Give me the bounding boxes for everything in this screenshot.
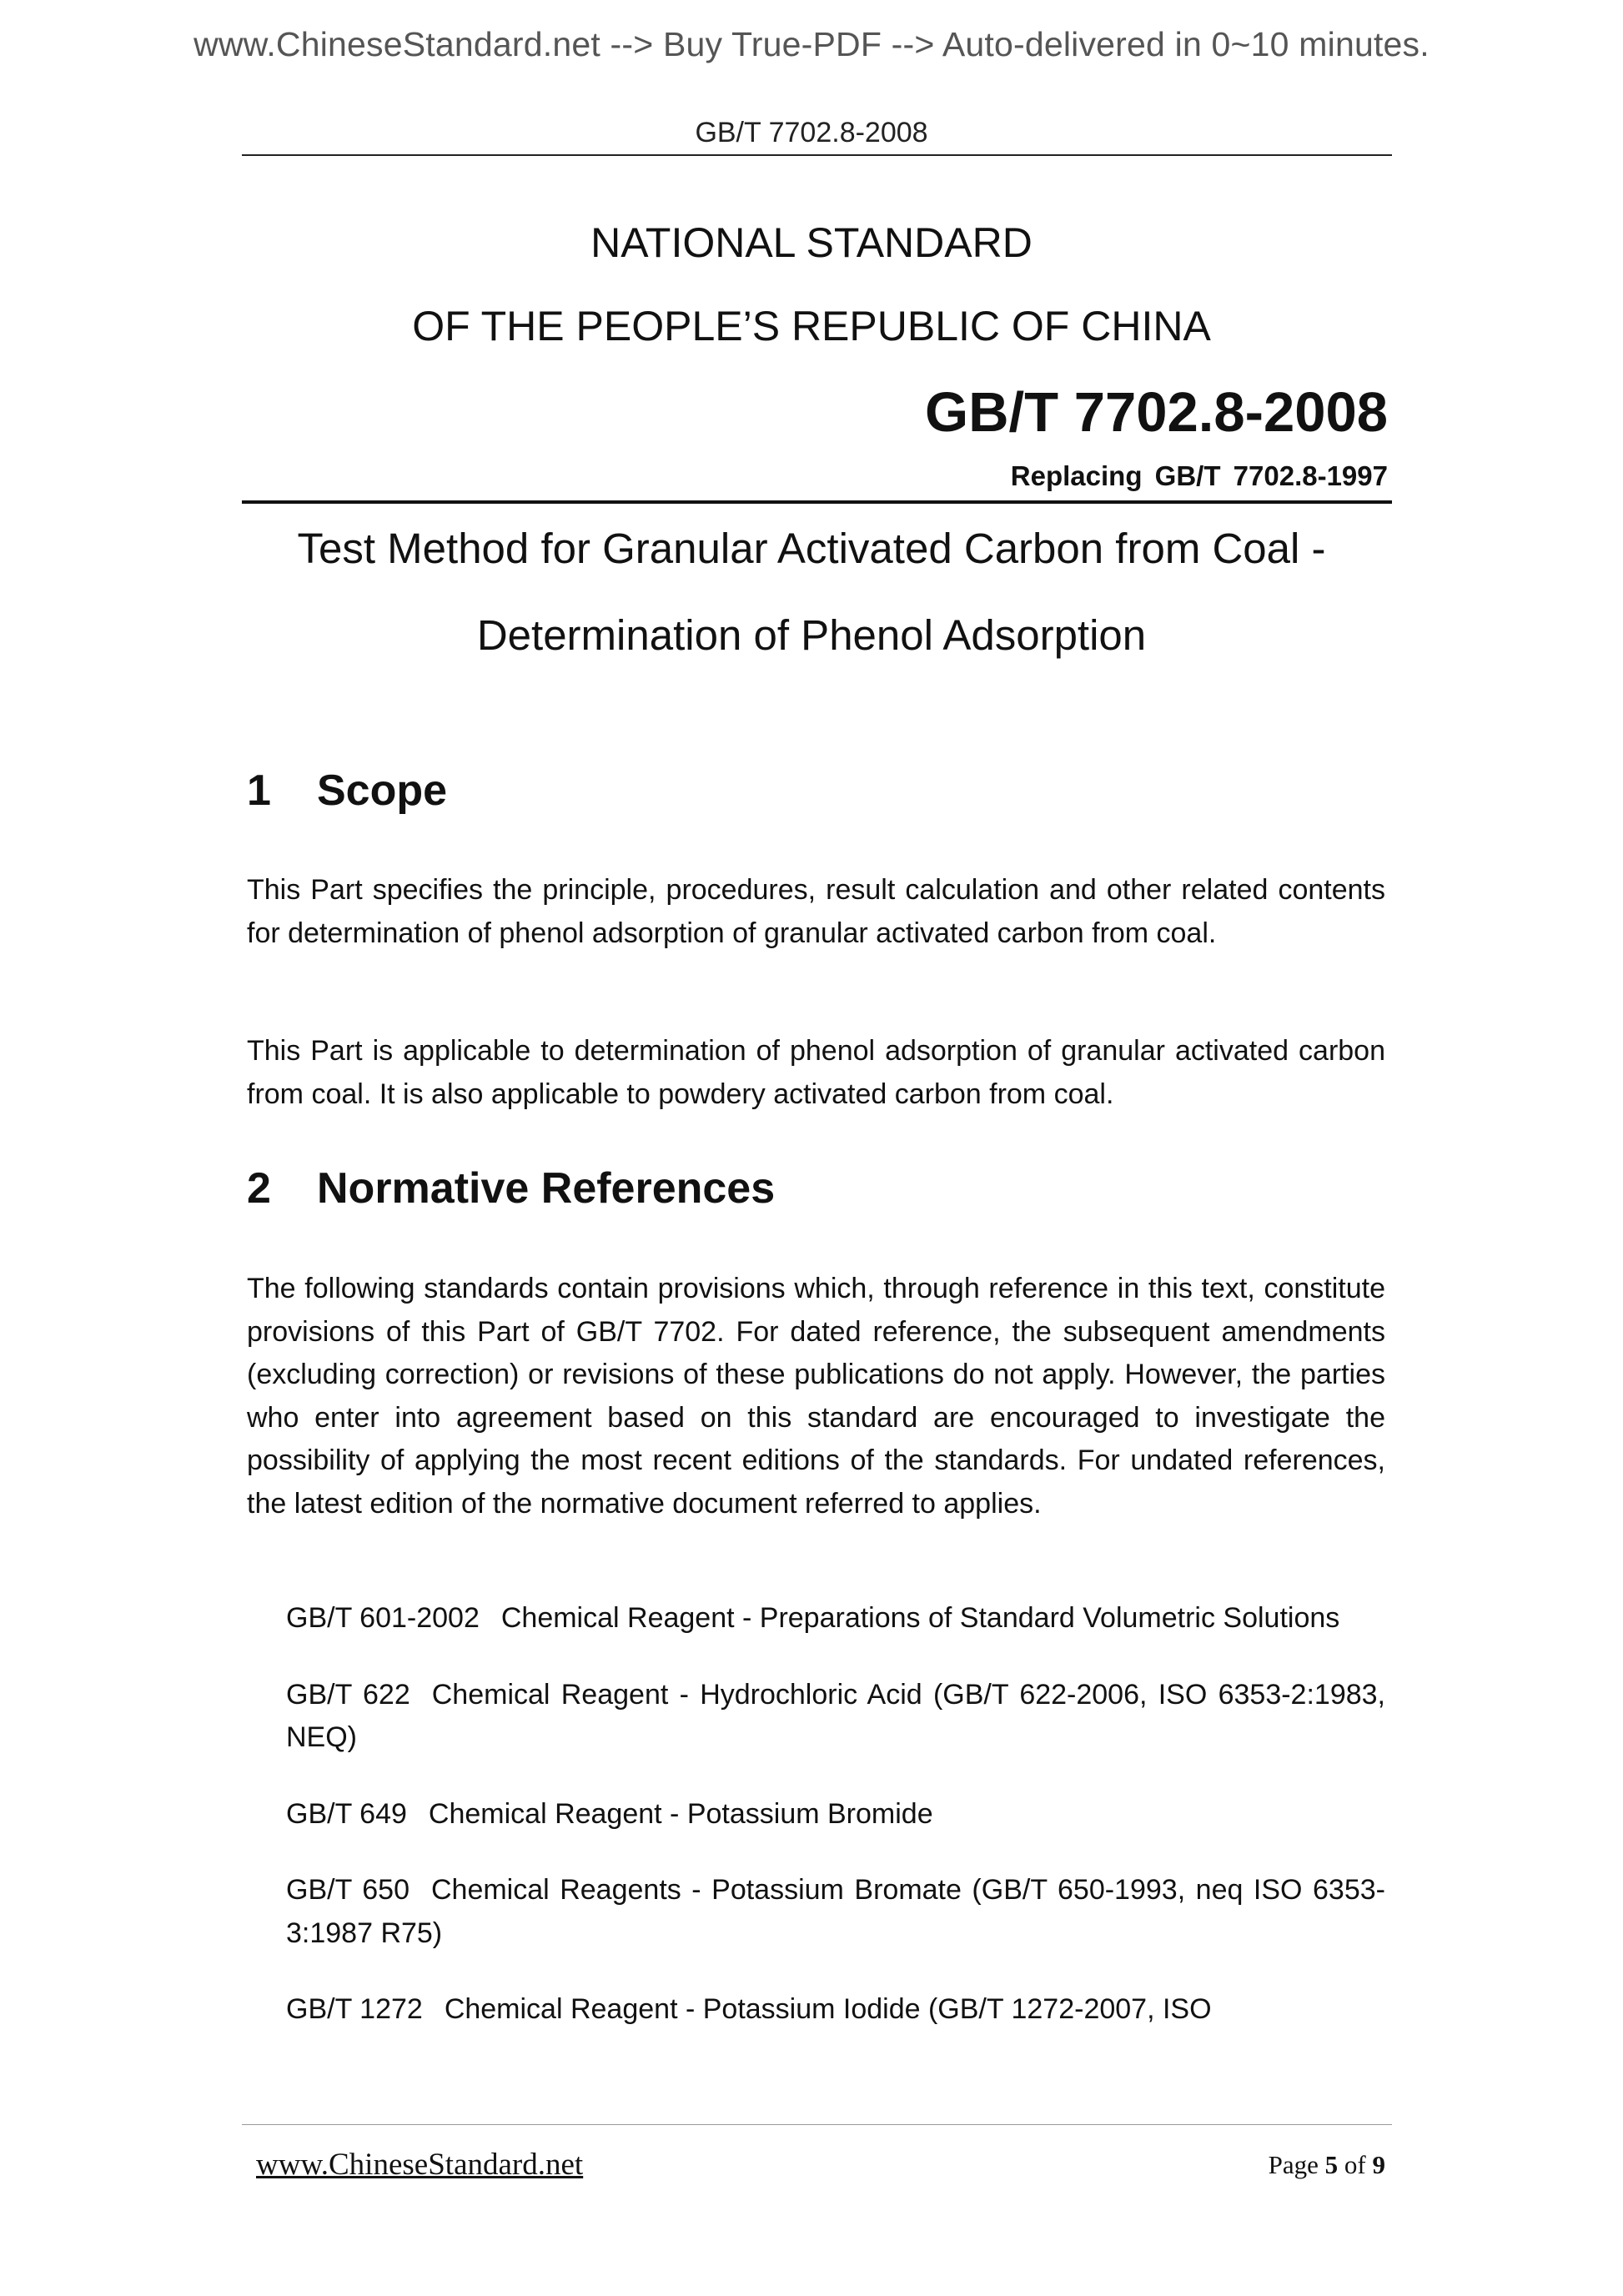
document-title-line-1: Test Method for Granular Activated Carbon from Coal - [297,525,1326,572]
section-number: 2 [247,1164,271,1213]
references-intro-paragraph: The following standards contain provisions which, through reference in this text, constitute provisions of this Part of GB/T 7702. For dated reference, the subsequent amendments (excluding correction) or revisions of these publications do not apply. However, the parties who enter into agreement based on this standard are encouraged to investigate the possibility of applying the most recent editions of the standards. For undated references, the latest edition of the normative document referred to applies. [247,1273,1385,1520]
section-title: Scope [317,766,448,815]
section-title: Normative References [317,1164,776,1213]
reference-title: Chemical Reagents - Potassium Bromate (GB/T 650-1993, neq ISO 6353-3:1987 R75) [286,1874,1385,1949]
reference-title: Chemical Reagent - Preparations of Standard Volumetric Solutions [500,1602,1340,1634]
page-number [1269,2150,1385,2180]
section-heading-scope [247,766,447,816]
reference-title: Chemical Reagent - Potassium Iodide (GB/T 1272-2007, ISO [444,1993,1212,2025]
reference-item [286,1988,1385,2032]
page-of: of [1344,2150,1366,2179]
reference-title: Chemical Reagent - Hydrochloric Acid (GB/T 622-2006, ISO 6353-2:1983, NEQ) [286,1678,1385,1753]
footer-divider [242,2124,1392,2125]
reference-item [286,1674,1385,1760]
document-title-line-2: Determination of Phenol Adsorption [476,611,1147,659]
scope-paragraph-2: This Part is applicable to determination of phenol adsorption of granular activated carbon from coal. It is also applicable to powdery activated carbon from coal. [247,1035,1385,1110]
reference-list [286,1597,1385,2065]
replacing-note: Replacing GB/T 7702.8-1997 [1010,460,1388,491]
standard-number: GB/T 7702.8-2008 [925,381,1388,444]
reference-code: GB/T 650 [286,1874,410,1906]
reference-code: GB/T 649 [286,1797,407,1830]
page-total: 9 [1372,2150,1385,2179]
section-heading-normative-references [247,1163,775,1213]
promo-banner[interactable]: www.ChineseStandard.net --> Buy True-PDF --> Auto-delivered in 0~10 minutes. [193,25,1430,63]
section-number: 1 [247,766,271,815]
page-prefix: Page [1268,2150,1319,2179]
reference-code: GB/T 601-2002 [286,1602,480,1634]
title-divider [242,500,1392,504]
reference-code: GB/T 622 [286,1678,410,1711]
running-header: GB/T 7702.8-2008 [695,117,928,148]
national-standard-title: NATIONAL STANDARD [590,219,1033,266]
reference-item [286,1597,1385,1640]
footer-website-link[interactable]: www.ChineseStandard.net [256,2148,584,2182]
reference-title: Chemical Reagent - Potassium Bromide [428,1797,933,1830]
reference-item [286,1793,1385,1836]
page-current: 5 [1324,2150,1339,2179]
header-divider [242,154,1392,156]
reference-code: GB/T 1272 [286,1993,423,2025]
country-title: OF THE PEOPLE’S REPUBLIC OF CHINA [412,303,1211,349]
reference-item [286,1869,1385,1955]
scope-paragraph-1: This Part specifies the principle, procedures, result calculation and other related contents for determination of phenol adsorption of granular activated carbon from coal. [247,874,1385,949]
